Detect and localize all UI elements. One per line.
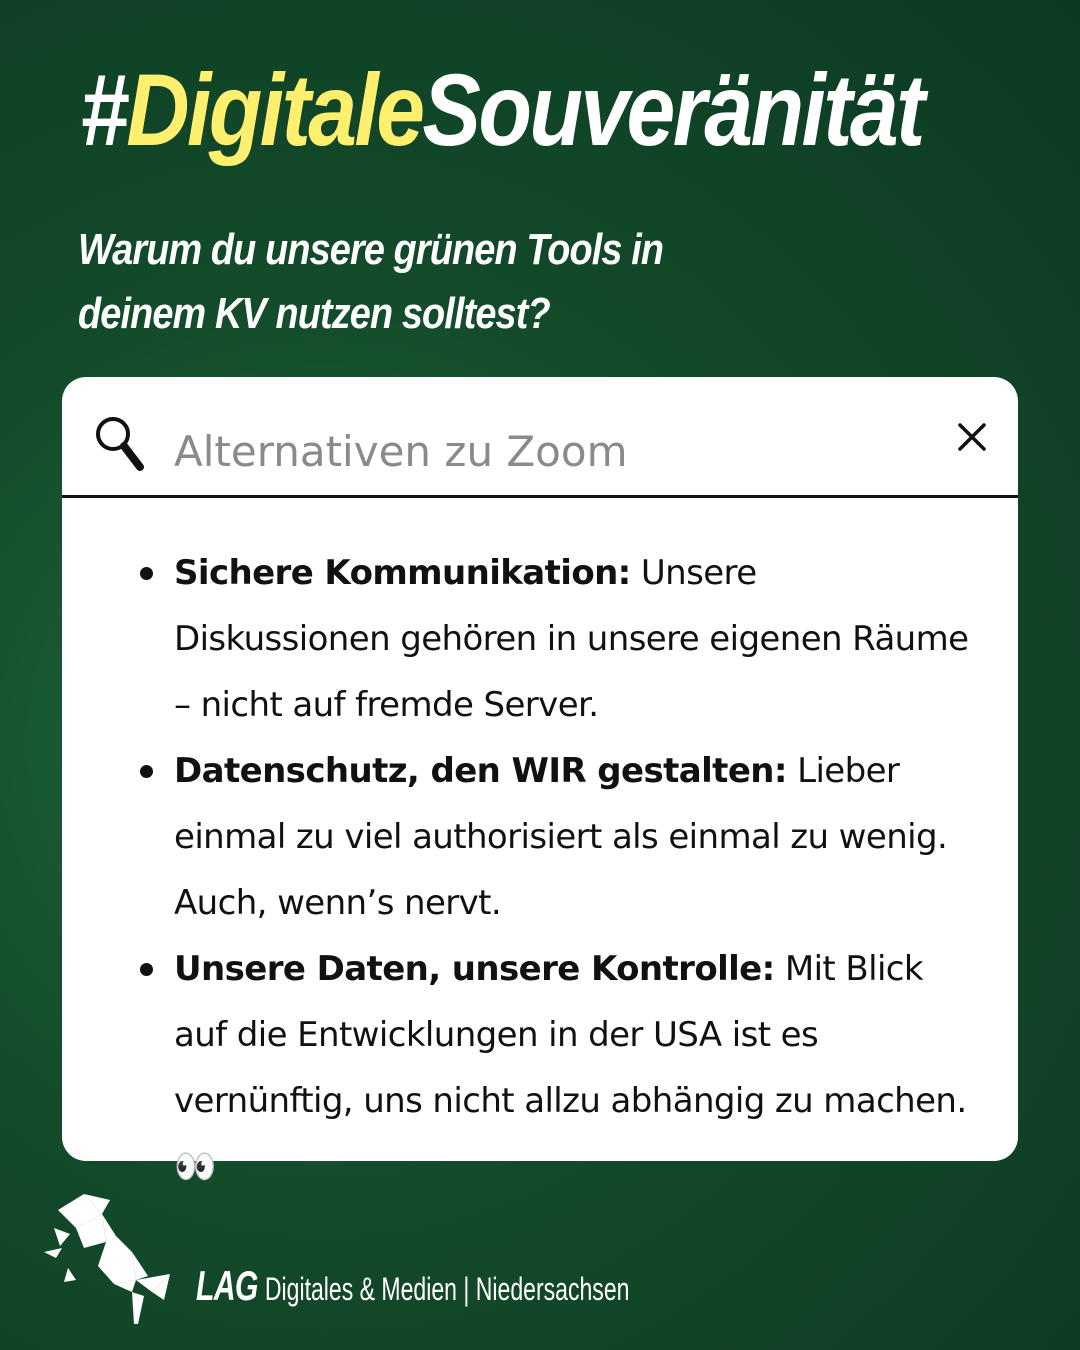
search-bar <box>62 377 1018 498</box>
search-icon <box>94 415 146 475</box>
list-item <box>62 738 1018 936</box>
footer-branding <box>196 1262 629 1310</box>
headline-accent: Digitale <box>126 53 423 167</box>
item-text: Mit Blick auf die Entwicklungen in der USA ist es vernünftig, uns nicht allzu abhängig zu machen. <box>174 949 967 1121</box>
subtitle-line-2: deinem KV nutzen solltest? <box>78 289 550 338</box>
item-heading: Sichere Kommunikation: <box>174 553 631 593</box>
result-list <box>62 540 1018 1200</box>
footer-org-name: Digitales & Medien | Niedersachsen <box>264 1271 630 1307</box>
close-icon[interactable] <box>956 421 988 453</box>
item-heading: Unsere Daten, unsere Kontrolle: <box>174 949 775 989</box>
search-card <box>62 377 1018 1187</box>
eyes-emoji-icon: 👀 <box>174 1147 217 1187</box>
list-item <box>62 936 1018 1200</box>
item-text: Unsere Diskussionen gehören in unsere eigenen Räume – nicht auf fremde Server. <box>174 553 969 725</box>
search-input[interactable] <box>174 421 894 481</box>
subtitle-line-1: Warum du unsere grünen Tools in <box>78 225 664 274</box>
item-heading: Datenschutz, den WIR gestalten: <box>174 751 787 791</box>
subtitle <box>78 218 680 346</box>
footer-lag: LAG <box>196 1262 258 1309</box>
lion-logo-icon <box>40 1188 180 1330</box>
headline-hash: # <box>80 53 127 167</box>
list-item <box>62 540 1018 738</box>
headline <box>80 52 923 169</box>
item-text: Lieber einmal zu viel authorisiert als einmal zu wenig. Auch, wenn’s nervt. <box>174 751 948 923</box>
headline-rest: Souveränität <box>422 53 923 167</box>
